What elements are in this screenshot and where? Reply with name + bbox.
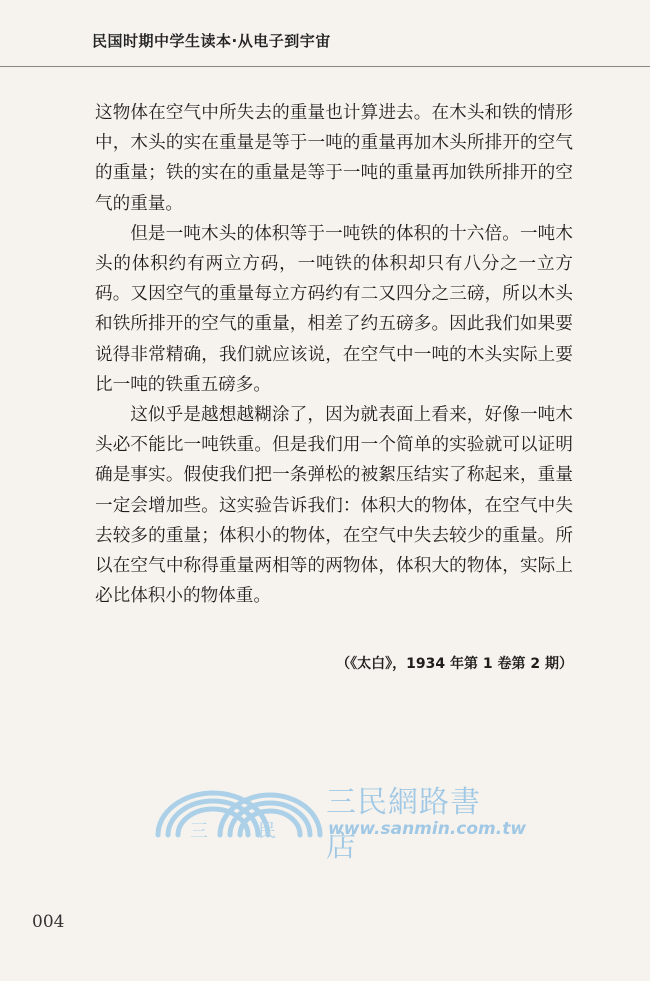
- sanmin-watermark: [150, 775, 527, 864]
- header-divider: [0, 66, 650, 67]
- watermark-store-name: 三民網路書店: [326, 785, 481, 864]
- paragraph-3: 这似乎是越想越糊涂了，因为就表面上看来，好像一吨木头必不能比一吨铁重。但是我们用一个简单的实验就可以证明确是事实。假使我们把一条弹松的被絮压结实了称起来，重量一定会增加些。这实验告诉我们：体积大的物体，在空气中失去较多的重量；体积小的物体，在空气中失去较少的重量。所以在空气中称得重量两相等的两物体，体积大的物体，实际上必比体积小的物体重。: [95, 405, 573, 607]
- paragraph-1: 这物体在空气中所失去的重量也计算进去。在木头和铁的情形中，木头的实在重量是等于一吨的重量再加木头所排开的空气的重量；铁的实在的重量是等于一吨的重量再加铁所排开的空气的重量。: [95, 103, 573, 214]
- source-citation: （《太白》，1934 年第 1 卷第 2 期）: [336, 656, 573, 672]
- watermark-char-1: 三: [190, 821, 208, 842]
- watermark-url: www.sanmin.com.tw: [328, 819, 527, 839]
- running-header: 民国时期中学生读本·从电子到宇宙: [92, 32, 331, 50]
- page-number: 004: [32, 912, 65, 932]
- paragraph-2: 但是一吨木头的体积等于一吨铁的体积的十六倍。一吨木头的体积约有两立方码，一吨铁的体积却只有八分之一立方码。又因空气的重量每立方码约有二又四分之三磅，所以木头和铁所排开的空气的重量，相差了约五磅多。因此我们如果要说得非常精确，我们就应该说，在空气中一吨的木头实际上要比一吨的铁重五磅多。: [95, 223, 573, 395]
- body-text: [95, 98, 573, 611]
- watermark-char-2: 民: [258, 821, 276, 842]
- rainbow-arcs-logo-icon: [150, 775, 330, 855]
